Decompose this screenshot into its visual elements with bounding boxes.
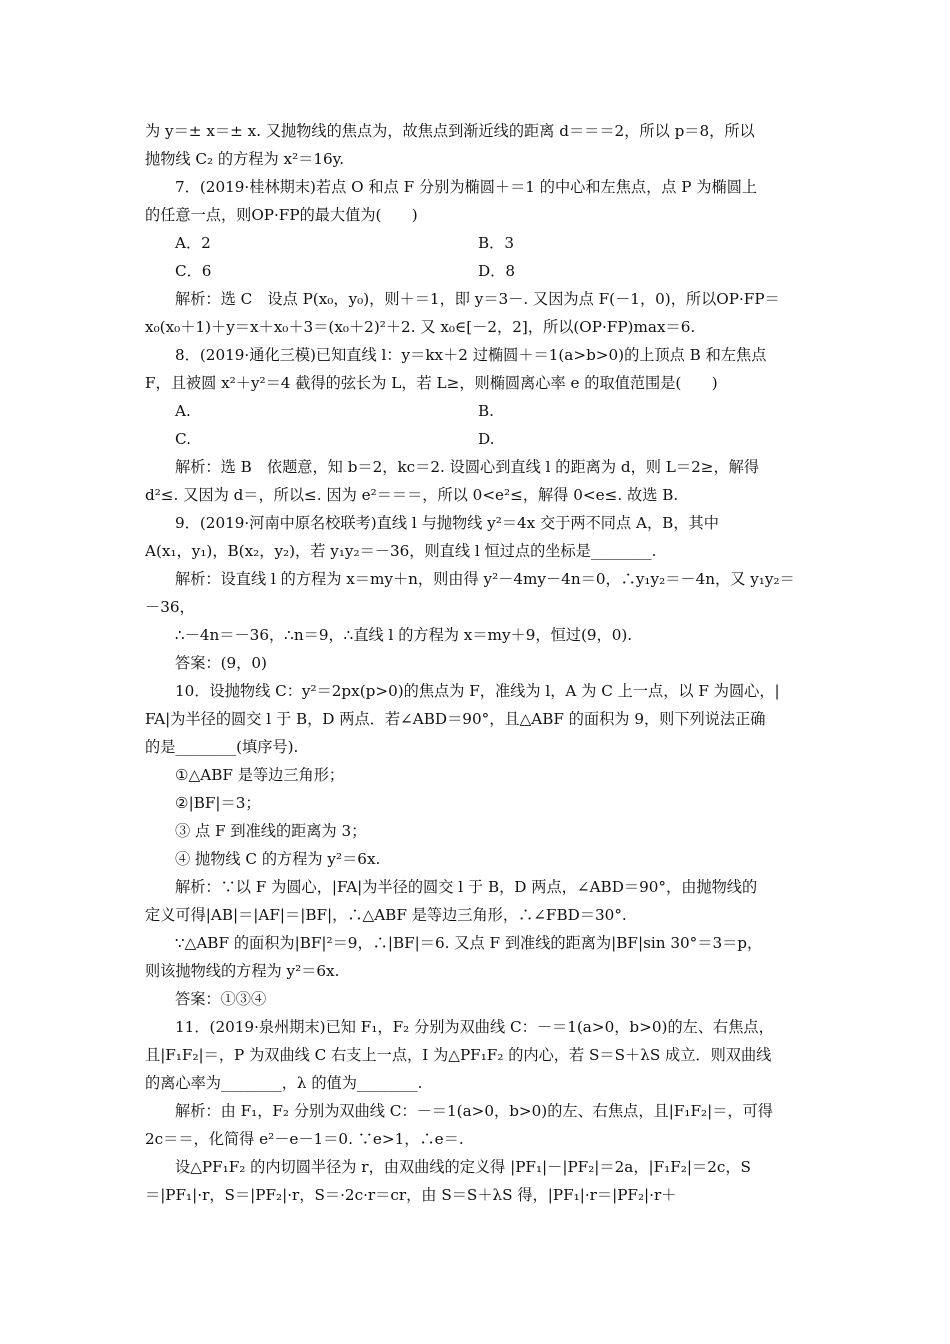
question-7-stem: 7．(2019·桂林期末)若点 O 和点 F 分别为椭圆＋＝1 的中心和左焦点，点 P 为椭圆上 xyxy=(175,178,758,196)
q7-solution-cont: x₀(x₀＋1)＋y＝x＋x₀＋3＝(x₀＋2)²＋2. 又 x₀∈[－2，2]，所以(OP·FP)max＝6. xyxy=(145,318,696,336)
question-7-stem-cont: 的任意一点，则OP·FP的最大值为( ) xyxy=(145,206,418,224)
question-9-stem: 9．(2019·河南中原名校联考)直线 l 与抛物线 y²＝4x 交于两不同点 A，B，其中 xyxy=(175,514,719,532)
q10-statement-1: ①△ABF 是等边三角形； xyxy=(175,766,345,784)
q8-option-a: A. xyxy=(175,402,191,420)
text-line: 为 y＝± x＝± x. 又抛物线的焦点为，故焦点到渐近线的距离 d＝＝＝2，所以 p＝8，所以 xyxy=(145,122,755,140)
q9-answer: 答案：(9，0) xyxy=(175,654,267,672)
q9-solution-cont: ∴－4n＝－36，∴n＝9，∴直线 l 的方程为 x＝my＋9，恒过(9，0). xyxy=(175,626,633,644)
question-10-stem-cont: 的是________(填序号). xyxy=(145,738,299,756)
q11-solution-cont: 2c＝＝，化简得 e²－e－1＝0. ∵e>1，∴e＝. xyxy=(145,1130,464,1148)
q11-solution: 解析：由 F₁，F₂ 分别为双曲线 C：－＝1(a>0，b>0)的左、右焦点，且|F₁F₂|＝，可得 xyxy=(175,1102,773,1120)
q8-solution: 解析：选 B 依题意，知 b＝2，kc＝2. 设圆心到直线 l 的距离为 d，则 L＝2≥，解得 xyxy=(175,458,760,476)
q10-statement-4: ④ 抛物线 C 的方程为 y²＝6x. xyxy=(175,850,381,868)
question-10-stem-cont: FA|为半径的圆交 l 于 B，D 两点．若∠ABD＝90°，且△ABF 的面积为 9，则下列说法正确 xyxy=(145,710,766,728)
text-line: 抛物线 C₂ 的方程为 x²＝16y. xyxy=(145,150,345,168)
question-11-stem: 11．(2019·泉州期末)已知 F₁，F₂ 分别为双曲线 C：－＝1(a>0，b>0)的左、右焦点， xyxy=(175,1018,774,1036)
q10-answer: 答案：①③④ xyxy=(175,990,267,1008)
q10-statement-3: ③ 点 F 到准线的距离为 3； xyxy=(175,822,367,840)
q9-solution-cont: －36， xyxy=(145,598,195,616)
q10-solution-cont: 则该抛物线的方程为 y²＝6x. xyxy=(145,962,340,980)
question-8-stem: 8．(2019·通化三模)已知直线 l：y＝kx＋2 过椭圆＋＝1(a>b>0)的上顶点 B 和左焦点 xyxy=(175,346,767,364)
question-9-stem-cont: A(x₁，y₁)，B(x₂，y₂)，若 y₁y₂＝－36，则直线 l 恒过点的坐标是________. xyxy=(145,542,657,560)
question-11-stem-cont: 的离心率为________，λ 的值为________. xyxy=(145,1074,423,1092)
question-11-stem-cont: 且|F₁F₂|＝，P 为双曲线 C 右支上一点，I 为△PF₁F₂ 的内心，若 S＝S＋λS 成立．则双曲线 xyxy=(145,1046,772,1064)
q7-option-b: B．3 xyxy=(478,234,515,252)
q8-option-d: D. xyxy=(478,430,495,448)
q7-option-a: A．2 xyxy=(175,234,211,252)
q8-solution-cont: d²≤. 又因为 d＝，所以≤. 因为 e²＝＝＝，所以 0<e²≤，解得 0<e≤. 故选 B. xyxy=(145,486,679,504)
question-8-stem-cont: F，且被圆 x²＋y²＝4 截得的弦长为 L，若 L≥，则椭圆离心率 e 的取值范围是( ) xyxy=(145,374,718,392)
q7-solution: 解析：选 C 设点 P(x₀，y₀)，则＋＝1，即 y＝3－. 又因为点 F(－1，0)，所以OP·FP＝ xyxy=(175,290,780,308)
q8-option-b: B. xyxy=(478,402,494,420)
q10-solution-cont: ∵△ABF 的面积为|BF|²＝9，∴|BF|＝6. 又点 F 到准线的距离为|BF|sin 30°＝3＝p， xyxy=(175,934,763,952)
q10-solution: 解析：∵以 F 为圆心，|FA|为半径的圆交 l 于 B，D 两点，∠ABD＝90°，由抛物线的 xyxy=(175,878,758,896)
q11-solution-cont: 设△PF₁F₂ 的内切圆半径为 r，由双曲线的定义得 |PF₁|－|PF₂|＝2a，|F₁F₂|＝2c，S xyxy=(175,1158,751,1176)
q9-solution: 解析：设直线 l 的方程为 x＝my＋n，则由得 y²－4my－4n＝0，∴y₁y₂＝－4n，又 y₁y₂＝ xyxy=(175,570,795,588)
q11-solution-cont: ＝|PF₁|·r，S＝|PF₂|·r，S＝·2c·r＝cr，由 S＝S＋λS 得，|PF₁|·r＝|PF₂|·r＋ xyxy=(145,1186,677,1204)
q7-option-c: C．6 xyxy=(175,262,212,280)
question-10-stem: 10．设抛物线 C：y²＝2px(p>0)的焦点为 F，准线为 l，A 为 C 上一点，以 F 为圆心，| xyxy=(175,682,780,700)
q10-statement-2: ②|BF|＝3； xyxy=(175,794,261,812)
q7-option-d: D．8 xyxy=(478,262,516,280)
q10-solution-cont: 定义可得|AB|＝|AF|＝|BF|，∴△ABF 是等边三角形，∴∠FBD＝30°. xyxy=(145,906,627,924)
q8-option-c: C. xyxy=(175,430,191,448)
